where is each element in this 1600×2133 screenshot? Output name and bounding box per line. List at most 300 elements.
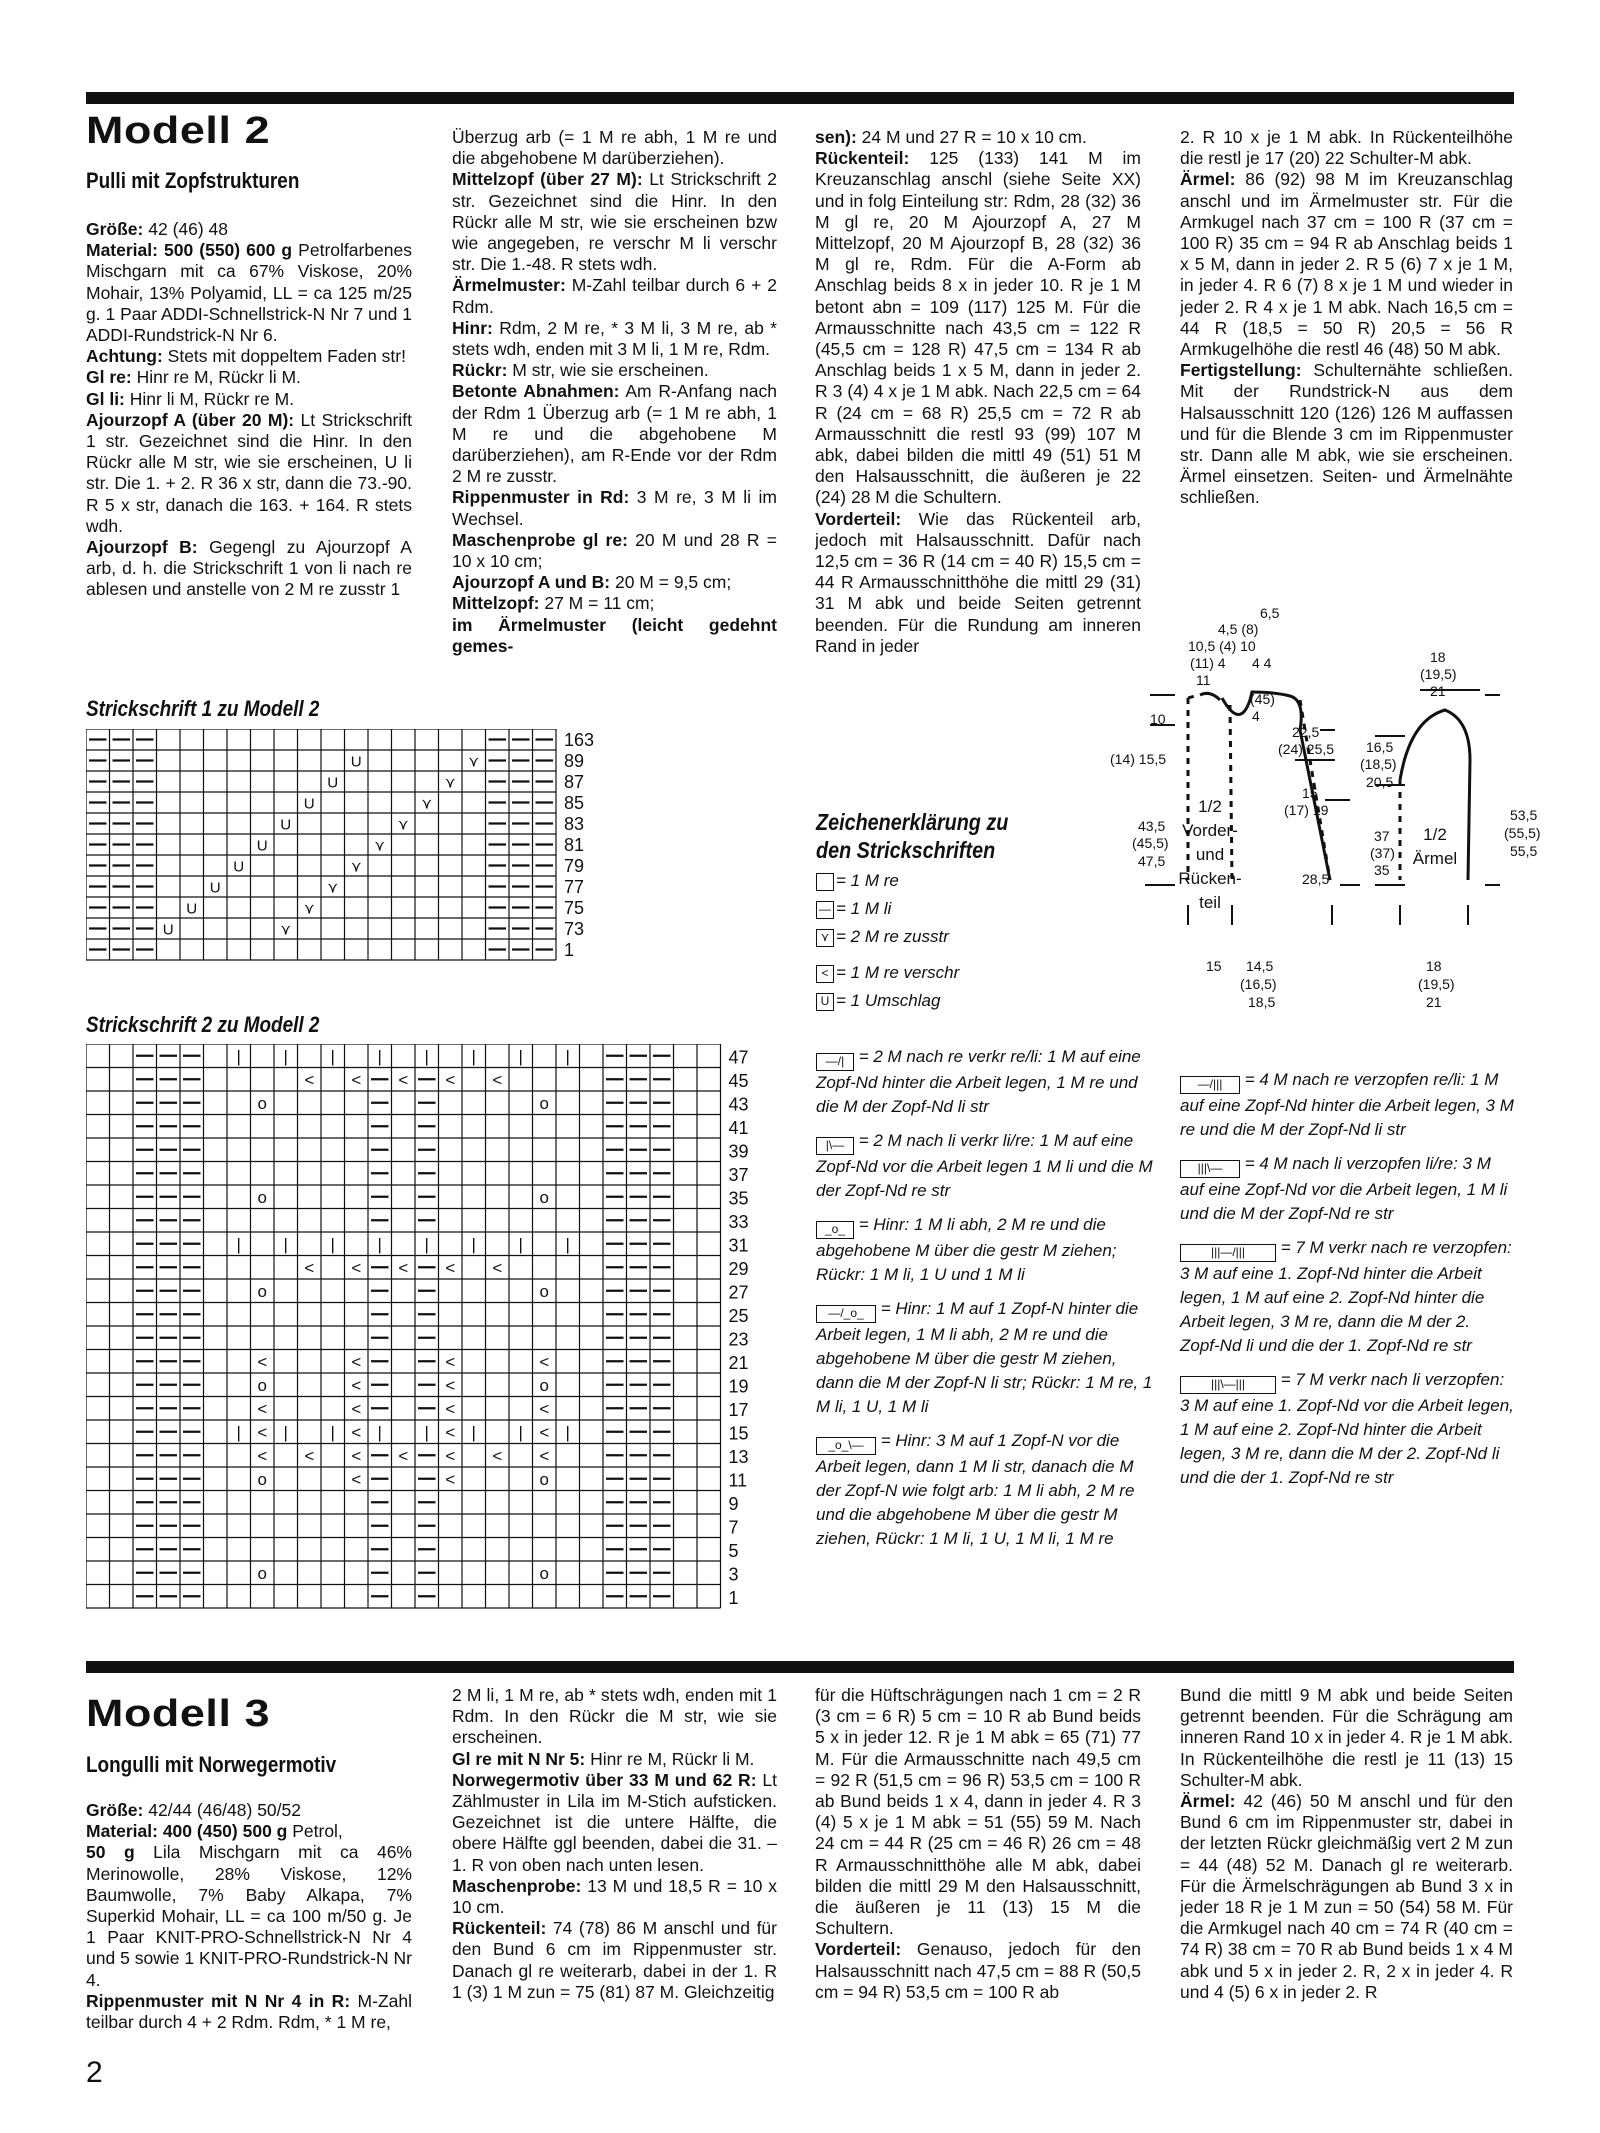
schematic-body-label-3: und	[1195, 845, 1225, 864]
legend-cable-item	[816, 1213, 1156, 1287]
stitch-mark: |	[424, 1422, 429, 1442]
stitch-mark: |	[330, 1234, 335, 1254]
schematic-body-label-5: teil	[1199, 893, 1221, 912]
dim-sb21: 21	[1426, 994, 1442, 1010]
paragraph-text: 86 (92) 98 M im Kreuzanschlag anschl und im Ärmelmuster str. Für die Armkugel nach 37 cm = 100 R (37 cm = 100 R) 35 cm = 94 R ab Anschlag beids 1 x 5 M, dann in jeder 2. R 5 (6) 7 x je 1 M, in jeder 4. R 6 (7) 8 x je 1 M und wieder in jeder 2. R 4 x je 1 M abk. Nach 16,5 cm = 44 R (18,5 = 50 R) 20,5 = 56 R Armkugelhöhe die restl 46 (48) 50 M abk.	[1180, 169, 1513, 360]
paragraph	[86, 1842, 412, 1990]
dim-s35: 35	[1374, 862, 1390, 878]
dim-s18: 18	[1430, 649, 1446, 665]
paragraph-text: Lt Zählmuster in Lila im M-Stich aufsticken. Gezeichnet ist die untere Hälfte, die obere Hälfte ggl beenden, dabei die 31. – 1. R von oben nach unten lesen.	[452, 1769, 777, 1875]
dim-r2425: (24) 25,5	[1278, 741, 1335, 757]
paragraph-lead: Material: 400 (450) 500 g	[86, 1821, 288, 1842]
paragraph	[452, 530, 777, 572]
legend-item	[816, 870, 899, 892]
row-label: 23	[728, 1329, 749, 1350]
paragraph	[1180, 360, 1513, 508]
stitch-mark: |	[377, 1234, 382, 1254]
stitch-mark: U	[256, 837, 268, 855]
stitch-mark: |	[377, 1046, 382, 1066]
legend-simple-list	[816, 870, 1116, 1040]
stitch-mark: o	[257, 1469, 267, 1489]
dim-r1719: (17) 19	[1284, 802, 1329, 818]
stitch-mark: <	[492, 1446, 503, 1466]
dim-b165: (16,5)	[1240, 976, 1277, 992]
stitch-mark: <	[398, 1258, 409, 1278]
dim-top3: 10,5 (4) 10	[1188, 638, 1256, 654]
dim-l435: 43,5	[1138, 818, 1166, 834]
paragraph-lead: Gl re mit N Nr 5:	[452, 1748, 586, 1769]
stitch-mark: <	[351, 1070, 362, 1090]
paragraph	[86, 346, 412, 367]
dim-s555b: 55,5	[1510, 843, 1538, 859]
stitch-mark: <	[398, 1446, 409, 1466]
paragraph-lead: Betonte Abnahmen:	[452, 381, 620, 402]
paragraph-lead: Norwegermotiv über 33 M und 62 R:	[452, 1769, 757, 1790]
paragraph	[1180, 1791, 1513, 2003]
row-label: 15	[728, 1423, 749, 1444]
row-label: 27	[728, 1282, 749, 1303]
stitch-mark: <	[445, 1422, 456, 1442]
row-label: 73	[564, 919, 585, 939]
legend-symbol-icon: _o_	[816, 1221, 854, 1239]
stitch-mark: <	[257, 1352, 268, 1372]
row-label: 83	[564, 814, 585, 834]
paragraph-lead: Größe:	[86, 1800, 144, 1820]
paragraph-lead: Ajourzopf A (über 20 M):	[86, 409, 295, 430]
paragraph	[1180, 169, 1513, 360]
row-label: 21	[728, 1353, 749, 1373]
schematic-diagram	[1100, 600, 1560, 1020]
stitch-mark: o	[539, 1093, 549, 1113]
stitch-mark: o	[539, 1187, 549, 1207]
row-label: 81	[564, 835, 585, 855]
paragraph-text: Schulternähte schließen. Mit der Rundstrick-N aus dem Halsausschnitt 120 (126) 126 M auffassen und für die Blende 3 cm im Rippenmuster str. Dann alle M abk, wie sie erscheinen. Ärmel einsetzen. Seiten- und Ärmelnähte schließen.	[1180, 360, 1513, 508]
stitch-mark: |	[236, 1234, 241, 1254]
stitch-mark: o	[539, 1375, 549, 1395]
paragraph	[86, 1800, 412, 1821]
legend-cable-text: = 7 M verkr nach re verzopfen: 3 M auf eine 1. Zopf-Nd hinter die Arbeit legen, 1 M auf eine 2. Zopf-Nd hinter die Arbeit legen, 3 M re, dann die M der 2. Zopf-Nd li und die der 1. Zopf-Nd re str	[1180, 1238, 1512, 1355]
paragraph-text: Hinr re M, Rückr li M.	[585, 1748, 755, 1769]
stitch-mark: <	[304, 1446, 315, 1466]
legend-cables-right	[1180, 1068, 1514, 1628]
paragraph-text: Lt Strickschrift 2 str. Gezeichnet sind die Hinr. In den Rückr alle M str, wie sie erscheinen bzw wie angegeben, re verschr M li verschr str. Die 1.-48. R stets wdh.	[452, 169, 777, 275]
dim-top8: 4	[1252, 708, 1260, 724]
paragraph-lead: Ajourzopf A und B:	[452, 572, 611, 593]
row-label: 1	[728, 1588, 739, 1608]
model3-col1	[86, 1800, 412, 2040]
legend-cables-left	[816, 1045, 1156, 1615]
stitch-mark: <	[539, 1422, 550, 1442]
stitch-mark: ⋎	[374, 837, 386, 855]
stitch-mark: <	[304, 1070, 315, 1090]
stitch-mark: |	[283, 1422, 288, 1442]
chart2-grid	[86, 1044, 766, 1624]
stitch-mark: <	[445, 1399, 456, 1419]
schematic-body-label-2: Vorder-	[1182, 821, 1238, 840]
paragraph	[815, 127, 1141, 148]
stitch-mark: <	[492, 1070, 503, 1090]
stitch-mark: ⋎	[303, 900, 315, 918]
stitch-mark: o	[257, 1093, 267, 1113]
schematic-sleeve-label-1: 1/2	[1423, 825, 1447, 844]
legend-cable-text: = Hinr: 3 M auf 1 Zopf-N vor die Arbeit legen, dann 1 M li str, danach die M der Zopf-N wie folgt arb: 1 M li abh, 2 M re und die abgehobene M über die gestr M ziehen, Rückr: 1 M li, 1 U, 1 M li, 1 M re	[816, 1431, 1135, 1548]
legend-cable-text: = Hinr: 1 M li abh, 2 M re und die abgehobene M über die gestr M ziehen; Rückr: 1 M li, 1 U und 1 M li	[816, 1215, 1117, 1284]
stitch-mark: <	[445, 1375, 456, 1395]
paragraph	[1180, 1685, 1513, 1791]
legend-item-text: = 1 M re verschr	[836, 963, 960, 982]
row-label: 87	[564, 772, 585, 792]
paragraph-lead: Rückr:	[452, 360, 508, 381]
stitch-mark: |	[236, 1046, 241, 1066]
paragraph-text: Lt Strickschrift 1 str. Gezeichnet sind die Hinr. In den Rückr alle M str, wie sie erscheinen, U li str. Die 1. + 2. R 36 x str, dann die 73.-90. R 5 x str, danach die 163. + 164. R stets wdh.	[86, 409, 412, 536]
paragraph-text: 20 M = 9,5 cm;	[610, 572, 732, 593]
stitch-mark: |	[330, 1422, 335, 1442]
dim-s185: (18,5)	[1360, 756, 1397, 772]
paragraph-lead: Ajourzopf B:	[86, 537, 198, 558]
dim-s555: (55,5)	[1504, 825, 1541, 841]
legend-item	[816, 962, 959, 984]
dim-l455: (45,5)	[1132, 835, 1169, 851]
stitch-mark: |	[283, 1234, 288, 1254]
legend-symbol-icon: U	[816, 993, 834, 1011]
legend-cable-item	[1180, 1152, 1514, 1226]
row-label: 39	[728, 1141, 749, 1162]
paragraph-lead: Ärmel:	[1180, 169, 1236, 190]
legend-symbol-icon	[816, 873, 834, 891]
paragraph-lead: Rückenteil:	[452, 1918, 547, 1939]
paragraph-lead: Mittelzopf (über 27 M):	[452, 169, 643, 190]
row-label: 25	[728, 1306, 749, 1326]
row-label: 7	[728, 1517, 739, 1538]
stitch-mark: <	[539, 1446, 550, 1466]
stitch-mark: ⋎	[444, 774, 456, 792]
dim-s21: 21	[1430, 683, 1446, 699]
paragraph-text: M-Zahl teilbar durch 6 + 2 Rdm.	[452, 275, 777, 317]
paragraph-lead: Vorderteil:	[815, 1939, 902, 1960]
legend-symbol-icon: |||—/|||	[1180, 1244, 1276, 1262]
dim-b185: 18,5	[1248, 994, 1276, 1010]
stitch-mark: ⋎	[350, 858, 362, 876]
paragraph	[452, 275, 777, 317]
paragraph-text: Stets mit doppeltem Faden str!	[162, 346, 406, 367]
paragraph	[452, 381, 777, 487]
paragraph-text: 2 M li, 1 M re, ab * stets wdh, enden mit 1 Rdm. In den Rückr die M str, wie sie erscheinen.	[452, 1685, 777, 1748]
legend-item-text: = 1 M re	[836, 871, 899, 890]
paragraph	[452, 1876, 777, 1918]
row-label: 11	[728, 1470, 748, 1491]
paragraph	[86, 410, 412, 537]
legend-item	[816, 926, 949, 948]
schematic-body-label-1: 1/2	[1198, 797, 1222, 816]
legend-symbol-icon: <	[816, 965, 834, 983]
dim-s205: 20,5	[1366, 774, 1394, 790]
dim-top6: 11	[1196, 672, 1211, 688]
legend-symbol-icon: —/|	[816, 1053, 854, 1071]
stitch-mark: |	[283, 1046, 288, 1066]
stitch-mark: ⋎	[468, 753, 480, 771]
paragraph-text: Überzug arb (= 1 M re abh, 1 M re und die abgehobene M darüberziehen).	[452, 127, 777, 169]
paragraph-text: Lila Mischgarn mit ca 46% Merinowolle, 28% Viskose, 12% Baumwolle, 7% Baby Alkapa, 7% Superkid Mohair, LL = ca 100 m/50 g. Je 1 Paar KNIT-PRO-Schnellstrick-N Nr 4 und 5 sowie 1 KNIT-PRO-Rundstrick-N Nr 4.	[86, 1842, 412, 1990]
stitch-mark: U	[280, 816, 292, 834]
paragraph	[452, 318, 777, 360]
stitch-mark: o	[257, 1281, 267, 1301]
legend-cable-item	[816, 1045, 1156, 1119]
row-label: 13	[728, 1447, 749, 1467]
dim-s195: (19,5)	[1420, 666, 1457, 682]
legend-item-text: = 1 M li	[836, 899, 892, 918]
paragraph	[86, 219, 412, 240]
stitch-mark: ⋎	[327, 879, 339, 897]
paragraph-text: 125 (133) 141 M im Kreuzanschlag anschl (siehe Seite XX) und in folg Einteilung str: Rdm, 28 (32) 36 M gl re, 20 M Ajourzopf A, 27 M Mittelzopf, 20 M Ajourzopf B, 28 (32) 36 M gl re, Rdm. Für die A-Form ab Anschlag beids 8 x in jeder 10. R je 1 M betont abn = 109 (117) 125 M. Für die Armausschnitte nach 43,5 cm = 122 R (45,5 cm = 128 R) 47,5 cm = 134 R ab Anschlag beids 1 x 5 M, dann in jeder 2. R 3 (4) 4 x je 1 M abk. Nach 22,5 cm = 64 R (24 cm = 68 R) 25,5 cm = 72 R ab Armausschnitt die restl 93 (99) 107 M abk, dabei bilden die mittl 49 (51) 51 M den Halsausschnitt, die äußeren je 22 (24) 28 M die Schultern.	[815, 148, 1141, 508]
legend-cable-item	[1180, 1368, 1514, 1490]
paragraph-text: Bund die mittl 9 M abk und beide Seiten getrennt beenden. Für die Schrägung am inneren Rand 10 x in jeder 4. R je 1 M abk. In Rückenteilhöhe die restl je 11 (13) 15 Schulter-M abk.	[1180, 1685, 1513, 1790]
stitch-mark: <	[351, 1258, 362, 1278]
model2-subtitle: Pulli mit Zopfstrukturen	[86, 168, 300, 193]
stitch-mark: ⋎	[421, 795, 433, 813]
paragraph-lead: Ärmelmuster:	[452, 275, 566, 296]
stitch-mark: |	[330, 1046, 335, 1066]
paragraph-lead: 50 g	[86, 1842, 135, 1863]
stitch-mark: <	[398, 1070, 409, 1090]
paragraph-lead: Fertigstellung:	[1180, 360, 1302, 381]
paragraph	[452, 360, 777, 381]
stitch-mark: <	[445, 1446, 456, 1466]
row-label: 163	[564, 730, 595, 750]
model2-title: Modell 2	[86, 110, 271, 152]
legend-cable-text: = Hinr: 1 M auf 1 Zopf-N hinter die Arbeit legen, 1 M li abh, 2 M re und die abgehobene M über die gestr M ziehen, dann die M der Zopf-N li str; Rückr: 1 M re, 1 M li, 1 U, 1 M li	[816, 1299, 1153, 1416]
paragraph-lead: Ärmel:	[1180, 1791, 1236, 1812]
paragraph-text: Gegengl zu Ajourzopf A arb, d. h. die Strickschrift 1 von li nach re ablesen und anstelle von 2 M re zusstr 1	[86, 537, 412, 600]
stitch-mark: U	[209, 879, 221, 897]
stitch-mark: <	[257, 1399, 268, 1419]
stitch-mark: <	[445, 1469, 456, 1489]
paragraph	[452, 1770, 777, 1876]
legend-symbol-icon: |\—	[816, 1137, 854, 1155]
model3-col4	[1180, 1685, 1513, 2040]
page-number: 2	[86, 2056, 103, 2089]
paragraph-text: Hinr re M, Rückr li M.	[131, 367, 301, 388]
paragraph	[452, 1685, 777, 1749]
dim-s535: 53,5	[1510, 807, 1538, 823]
paragraph	[815, 148, 1141, 508]
legend-cable-item	[816, 1129, 1156, 1203]
chart1-title: Strickschrift 1 zu Modell 2	[86, 696, 320, 721]
row-label: 9	[728, 1494, 739, 1514]
dim-s165: 16,5	[1366, 739, 1394, 755]
stitch-mark: o	[257, 1187, 267, 1207]
legend-title-2: den Strickschriften	[816, 837, 996, 863]
paragraph-text: 27 M = 11 cm;	[539, 593, 655, 614]
row-label: 1	[564, 940, 575, 960]
paragraph-text: 20 M und 28 R = 10 x 10 cm;	[452, 529, 777, 572]
top-rule-model2	[86, 92, 1514, 104]
model3-subtitle: Longulli mit Norwegermotiv	[86, 1752, 337, 1777]
row-label: 77	[564, 877, 585, 897]
legend-symbol-icon: —/|||	[1180, 1076, 1240, 1094]
dim-sb195: (19,5)	[1418, 976, 1455, 992]
stitch-mark: U	[303, 795, 315, 813]
row-label: 31	[728, 1235, 749, 1256]
row-label: 5	[728, 1541, 739, 1561]
stitch-mark: <	[257, 1446, 268, 1466]
legend-item	[816, 990, 940, 1012]
paragraph	[86, 240, 412, 346]
model2-col4	[1180, 127, 1513, 572]
paragraph	[452, 1918, 777, 2003]
row-label: 41	[728, 1118, 749, 1138]
paragraph	[86, 389, 412, 410]
stitch-mark: ⋎	[397, 816, 409, 834]
paragraph-lead: sen):	[815, 127, 857, 147]
legend-title-1: Zeichenerklärung zu	[816, 809, 1009, 835]
stitch-mark: |	[471, 1046, 476, 1066]
stitch-mark: <	[257, 1422, 268, 1442]
paragraph	[86, 1821, 412, 1842]
dim-top1: 6,5	[1260, 605, 1280, 621]
paragraph-lead: Material: 500 (550) 600 g	[86, 240, 293, 261]
stitch-mark: <	[445, 1070, 456, 1090]
paragraph	[452, 487, 777, 529]
row-label: 19	[728, 1376, 749, 1397]
stitch-mark: |	[471, 1234, 476, 1254]
legend-cable-item	[1180, 1068, 1514, 1142]
stitch-mark: |	[518, 1234, 523, 1254]
legend-symbol-icon: _o_\—	[816, 1437, 876, 1455]
dim-sb18: 18	[1426, 958, 1442, 974]
paragraph-text: 2. R 10 x je 1 M abk. In Rückenteilhöhe die restl je 17 (20) 22 Schulter-M abk.	[1180, 127, 1513, 169]
paragraph-lead: im Ärmelmuster (leicht gedehnt gemes-	[452, 614, 777, 656]
paragraph	[452, 1749, 777, 1770]
stitch-mark: |	[565, 1422, 570, 1442]
legend-cable-text: = 4 M nach li verzopfen li/re: 3 M auf eine Zopf-Nd vor die Arbeit legen, 1 M li und die M der Zopf-Nd re str	[1180, 1154, 1508, 1223]
stitch-mark: <	[351, 1469, 362, 1489]
stitch-mark: <	[351, 1352, 362, 1372]
paragraph	[86, 537, 412, 601]
paragraph	[815, 1939, 1141, 2003]
stitch-mark: <	[445, 1352, 456, 1372]
paragraph-text: Petrolfarbenes Mischgarn mit ca 67% Viskose, 20% Mohair, 13% Polyamid, LL = ca 125 m/25 g. 1 Paar ADDI-Schnellstrick-N Nr 7 und 1 ADDI-Rundstrick-N Nr 6.	[86, 240, 412, 346]
paragraph-lead: Rippenmuster in Rd:	[452, 487, 630, 508]
paragraph-text: 13 M und 18,5 R = 10 x 10 cm.	[452, 1875, 777, 1918]
row-label: 3	[728, 1564, 739, 1585]
stitch-mark: |	[518, 1046, 523, 1066]
paragraph	[452, 615, 777, 657]
paragraph-lead: Rückenteil:	[815, 148, 910, 169]
paragraph-lead: Gl re:	[86, 367, 132, 388]
legend-symbol-icon: —/_o_	[816, 1305, 876, 1323]
stitch-mark: |	[565, 1234, 570, 1254]
dim-b15: 15	[1206, 958, 1222, 974]
schematic-body-label-4: Rücken-	[1178, 869, 1242, 888]
stitch-mark: o	[539, 1563, 549, 1583]
legend-cable-text: = 2 M nach li verkr li/re: 1 M auf eine Zopf-Nd vor die Arbeit legen 1 M li und die M der Zopf-Nd re str	[816, 1131, 1153, 1200]
paragraph-text: 3 M re, 3 M li im Wechsel.	[452, 487, 777, 529]
stitch-mark: <	[304, 1258, 315, 1278]
stitch-mark: <	[351, 1422, 362, 1442]
model3-col3	[815, 1685, 1141, 2040]
row-label: 43	[728, 1094, 749, 1115]
paragraph	[452, 169, 777, 275]
model3-title: Modell 3	[86, 1693, 271, 1735]
chart2-title: Strickschrift 2 zu Modell 2	[86, 1012, 320, 1037]
row-label: 33	[728, 1212, 749, 1232]
stitch-mark: U	[162, 921, 174, 939]
row-label: 45	[728, 1071, 749, 1091]
dim-s37b: (37)	[1370, 845, 1395, 861]
stitch-mark: <	[351, 1399, 362, 1419]
paragraph	[452, 572, 777, 593]
stitch-mark: <	[492, 1258, 503, 1278]
paragraph-text: für die Hüftschrägungen nach 1 cm = 2 R (3 cm = 6 R) 5 cm = 10 R ab Bund beids 5 x in jeder 12. R je 1 M abk = 65 (71) 77 M. Für die Armausschnitte nach 49,5 cm = 92 R (51,5 cm = 96 R) 53,5 cm = 100 R ab Bund beids 1 x 4, dann in jeder 4. R 3 (4) 5 x je 1 M abk = 51 (55) 59 M. Nach 24 cm = 44 R (25 cm = 46 R) 26 cm = 48 R Armausschnitthöhe alle M abk, dabei bilden die mittl 29 M den Halsausschnitt, die äußeren je 11 (13) 15 M die Schultern.	[815, 1685, 1141, 1939]
stitch-mark: U	[186, 900, 198, 918]
dim-top5: 4 4	[1252, 655, 1272, 671]
paragraph	[452, 593, 777, 614]
legend-symbol-icon: |||\—|||	[1180, 1376, 1276, 1394]
legend-symbol-icon: —	[816, 901, 834, 919]
stitch-mark: |	[236, 1422, 241, 1442]
paragraph-text: 42 (46) 50 M anschl und für den Bund 6 cm im Rippenmuster str, dabei in der letzten Rückr gleichmäßig vert 2 M zun = 44 (48) 52 M. Danach gl re weiterarb. Für die Ärmelschrägungen ab Bund 3 x in jeder 18 R je 1 M zun = 50 (54) 58 M. Für die Armkugel nach 40 cm = 74 R (40 cm = 74 R) 38 cm = 70 R ab Bund beids 1 x 4 M abk und 5 x in jeder 2. R, 2 x in jeder 4. R und 4 (5) 6 x in jeder 2. R	[1180, 1791, 1513, 2002]
top-rule-model3	[86, 1661, 1514, 1673]
paragraph-text: Wie das Rückenteil arb, jedoch mit Halsausschnitt. Dafür nach 12,5 cm = 36 R (14 cm = 40 R) 15,5 cm = 44 R Armausschnitthöhe die mittl 29 (31) 31 M abk und beide Seiten getrennt beenden. Für die Rundung am inneren Rand in jeder	[815, 508, 1141, 656]
stitch-mark: o	[257, 1563, 267, 1583]
stitch-mark: <	[445, 1258, 456, 1278]
stitch-mark: U	[233, 858, 245, 876]
stitch-mark: <	[351, 1446, 362, 1466]
row-label: 89	[564, 751, 585, 771]
legend-item-text: = 1 Umschlag	[836, 991, 941, 1010]
model2-col2	[452, 127, 777, 662]
paragraph-lead: Mittelzopf:	[452, 593, 540, 614]
stitch-mark: |	[471, 1422, 476, 1442]
row-label: 75	[564, 898, 585, 918]
row-label: 79	[564, 856, 585, 876]
dim-r15: 15	[1302, 785, 1318, 801]
paragraph-lead: Gl li:	[86, 388, 125, 409]
stitch-mark: <	[539, 1352, 550, 1372]
stitch-mark: |	[518, 1422, 523, 1442]
paragraph-lead: Vorderteil:	[815, 508, 902, 529]
dim-top7: (45)	[1250, 691, 1275, 707]
legend-cable-item	[1180, 1236, 1514, 1358]
legend-cable-text: = 4 M nach re verzopfen re/li: 1 M auf eine Zopf-Nd hinter die Arbeit legen, 3 M re und die M der Zopf-Nd li str	[1180, 1070, 1514, 1139]
paragraph-lead: Maschenprobe gl re:	[452, 529, 628, 550]
stitch-mark: |	[377, 1422, 382, 1442]
paragraph-lead: Größe:	[86, 219, 144, 239]
model3-col2	[452, 1685, 777, 2040]
paragraph-text: M-Zahl teilbar durch 4 + 2 Rdm. Rdm, * 1 M re,	[86, 1990, 412, 2033]
paragraph	[815, 1685, 1141, 1939]
legend-cable-text: = 7 M verkr nach li verzopfen: 3 M auf eine 1. Zopf-Nd vor die Arbeit legen, 1 M auf eine 2. Zopf-Nd hinter die Arbeit legen, 3 M re, dann die M der 2. Zopf-Nd li und die der 1. Zopf-Nd re str	[1180, 1370, 1514, 1487]
stitch-mark: |	[424, 1046, 429, 1066]
model2-col1	[86, 219, 412, 664]
paragraph-text: M str, wie sie erscheinen.	[507, 360, 709, 381]
paragraph-text: 42 (46) 48	[143, 219, 229, 239]
stitch-mark: |	[565, 1046, 570, 1066]
paragraph-text: 24 M und 27 R = 10 x 10 cm.	[856, 127, 1087, 147]
legend-cable-item	[816, 1429, 1156, 1551]
schematic-sleeve-label-2: Ärmel	[1412, 849, 1458, 868]
stitch-mark: |	[424, 1234, 429, 1254]
dim-top2: 4,5 (8)	[1218, 621, 1259, 637]
row-label: 85	[564, 793, 585, 813]
dim-r285: 28,5	[1302, 871, 1330, 887]
stitch-mark: o	[257, 1375, 267, 1395]
legend-symbol-icon: ⋎	[816, 929, 834, 947]
paragraph-text: 74 (78) 86 M anschl und für den Bund 6 cm im Rippenmuster str. Danach gl re weiterarb, dabei in der 1. R 1 (3) 1 M zun = 75 (81) 87 M. Gleichzeitig	[452, 1918, 777, 2002]
paragraph-lead: Rippenmuster mit N Nr 4 in R:	[86, 1990, 351, 2011]
paragraph-lead: Hinr:	[452, 317, 493, 338]
paragraph-text: Am R-Anfang nach der Rdm 1 Überzug arb (= 1 M re abh, 1 M re und die abgehobene M darüberziehen), am R-Ende vor der Rdm 2 M re zusstr.	[452, 381, 777, 487]
